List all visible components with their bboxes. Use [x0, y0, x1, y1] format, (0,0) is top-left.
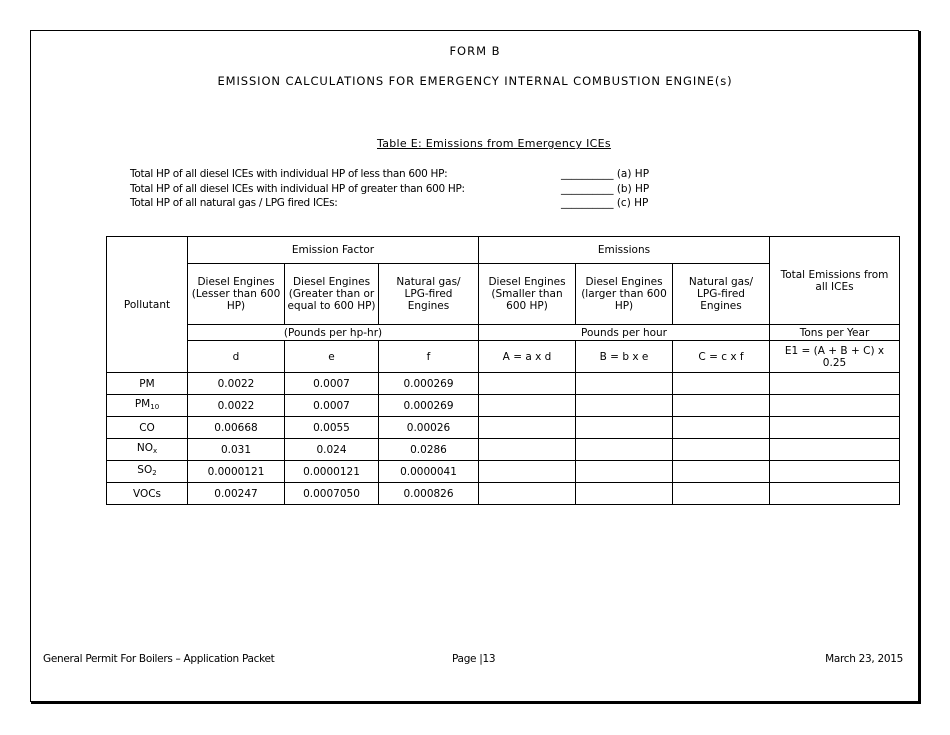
var-d: d [188, 341, 285, 373]
factor-f-cell: 0.000269 [379, 395, 479, 417]
factor-e-cell: 0.0000121 [285, 461, 379, 483]
factor-e-cell: 0.0007 [285, 373, 379, 395]
emission-b-cell[interactable] [576, 395, 673, 417]
unit-total: Tons per Year [770, 325, 900, 341]
emission-a-cell[interactable] [479, 417, 576, 439]
emission-c-cell[interactable] [673, 417, 770, 439]
hp-line-c [130, 196, 670, 211]
emission-b-cell[interactable] [576, 373, 673, 395]
hp-blank-b[interactable]: __________ (b) HP [561, 182, 650, 195]
pollutant-cell: PM [107, 373, 188, 395]
var-e: e [285, 341, 379, 373]
factor-f-cell: 0.00026 [379, 417, 479, 439]
table-row [107, 461, 900, 483]
factor-e-cell: 0.0007050 [285, 483, 379, 505]
form-subtitle: EMISSION CALCULATIONS FOR EMERGENCY INTERNAL COMBUSTION ENGINE(s) [217, 74, 733, 88]
col-diesel-lesser-600: Diesel Engines (Lesser than 600 HP) [188, 264, 285, 325]
col-diesel-larger-600: Diesel Engines (larger than 600 HP) [576, 264, 673, 325]
formula-c: C = c x f [673, 341, 770, 373]
total-e1-cell[interactable] [770, 461, 900, 483]
hp-blank-c[interactable]: __________ (c) HP [561, 197, 649, 209]
footer-left: General Permit For Boilers – Application Packet [43, 653, 275, 665]
hp-label-c: Total HP of all natural gas / LPG fired ICEs: [130, 197, 338, 209]
header-total-emissions: Total Emissions from all ICEs [770, 237, 900, 325]
table-row [107, 417, 900, 439]
factor-f-cell: 0.000269 [379, 373, 479, 395]
emission-a-cell[interactable] [479, 395, 576, 417]
footer-page-number: Page |13 [452, 653, 496, 665]
header-emissions: Emissions [479, 237, 770, 264]
total-e1-cell[interactable] [770, 373, 900, 395]
factor-d-cell: 0.0022 [188, 373, 285, 395]
table-row [107, 395, 900, 417]
factor-f-cell: 0.0286 [379, 439, 479, 461]
unit-emissions: Pounds per hour [479, 325, 770, 341]
emission-c-cell[interactable] [673, 373, 770, 395]
table-row [107, 439, 900, 461]
formula-a: A = a x d [479, 341, 576, 373]
formula-b: B = b x e [576, 341, 673, 373]
factor-e-cell: 0.0007 [285, 395, 379, 417]
emission-c-cell[interactable] [673, 439, 770, 461]
total-e1-cell[interactable] [770, 417, 900, 439]
total-e1-cell[interactable] [770, 395, 900, 417]
factor-e-cell: 0.024 [285, 439, 379, 461]
emission-a-cell[interactable] [479, 439, 576, 461]
factor-d-cell: 0.0022 [188, 395, 285, 417]
pollutant-cell: $NO_x$ [107, 439, 188, 461]
hp-blank-a[interactable]: __________ (a) HP [561, 168, 650, 180]
emission-c-cell[interactable] [673, 461, 770, 483]
factor-d-cell: 0.0000121 [188, 461, 285, 483]
emission-b-cell[interactable] [576, 461, 673, 483]
emission-a-cell[interactable] [479, 373, 576, 395]
form-title: FORM B [449, 44, 501, 58]
emission-c-cell[interactable] [673, 395, 770, 417]
emission-b-cell[interactable] [576, 483, 673, 505]
header-pollutant: Pollutant [107, 237, 188, 373]
formula-e1: E1 = (A + B + C) x 0.25 [770, 341, 900, 373]
emission-b-cell[interactable] [576, 417, 673, 439]
table-row [107, 483, 900, 505]
emission-b-cell[interactable] [576, 439, 673, 461]
emission-a-cell[interactable] [479, 483, 576, 505]
col-natgas-ef: Natural gas/ LPG-fired Engines [379, 264, 479, 325]
pollutant-cell: CO [107, 417, 188, 439]
hp-line-b [130, 182, 670, 197]
unit-emission-factor: (Pounds per hp-hr) [188, 325, 479, 341]
factor-e-cell: 0.0055 [285, 417, 379, 439]
pollutant-cell: $SO_2$ [107, 461, 188, 483]
emissions-table [106, 236, 900, 505]
total-e1-cell[interactable] [770, 439, 900, 461]
factor-d-cell: 0.00247 [188, 483, 285, 505]
var-f: f [379, 341, 479, 373]
col-natgas-em: Natural gas/ LPG-fired Engines [673, 264, 770, 325]
table-row [107, 373, 900, 395]
pollutant-cell: VOCs [107, 483, 188, 505]
col-diesel-greater-600: Diesel Engines (Greater than or equal to 600 HP) [285, 264, 379, 325]
factor-f-cell: 0.0000041 [379, 461, 479, 483]
total-e1-cell[interactable] [770, 483, 900, 505]
hp-input-block [130, 167, 670, 211]
hp-line-a [130, 167, 670, 182]
header-emission-factor: Emission Factor [188, 237, 479, 264]
hp-label-a: Total HP of all diesel ICEs with individual HP of less than 600 HP: [130, 168, 448, 180]
factor-f-cell: 0.000826 [379, 483, 479, 505]
factor-d-cell: 0.031 [188, 439, 285, 461]
col-diesel-smaller-600: Diesel Engines (Smaller than 600 HP) [479, 264, 576, 325]
factor-d-cell: 0.00668 [188, 417, 285, 439]
table-caption: Table E: Emissions from Emergency ICEs [377, 137, 611, 150]
footer-date: March 23, 2015 [825, 653, 903, 665]
emission-a-cell[interactable] [479, 461, 576, 483]
hp-label-b: Total HP of all diesel ICEs with individual HP of greater than 600 HP: [130, 182, 465, 195]
emission-c-cell[interactable] [673, 483, 770, 505]
pollutant-cell: $PM_{10}$ [107, 395, 188, 417]
